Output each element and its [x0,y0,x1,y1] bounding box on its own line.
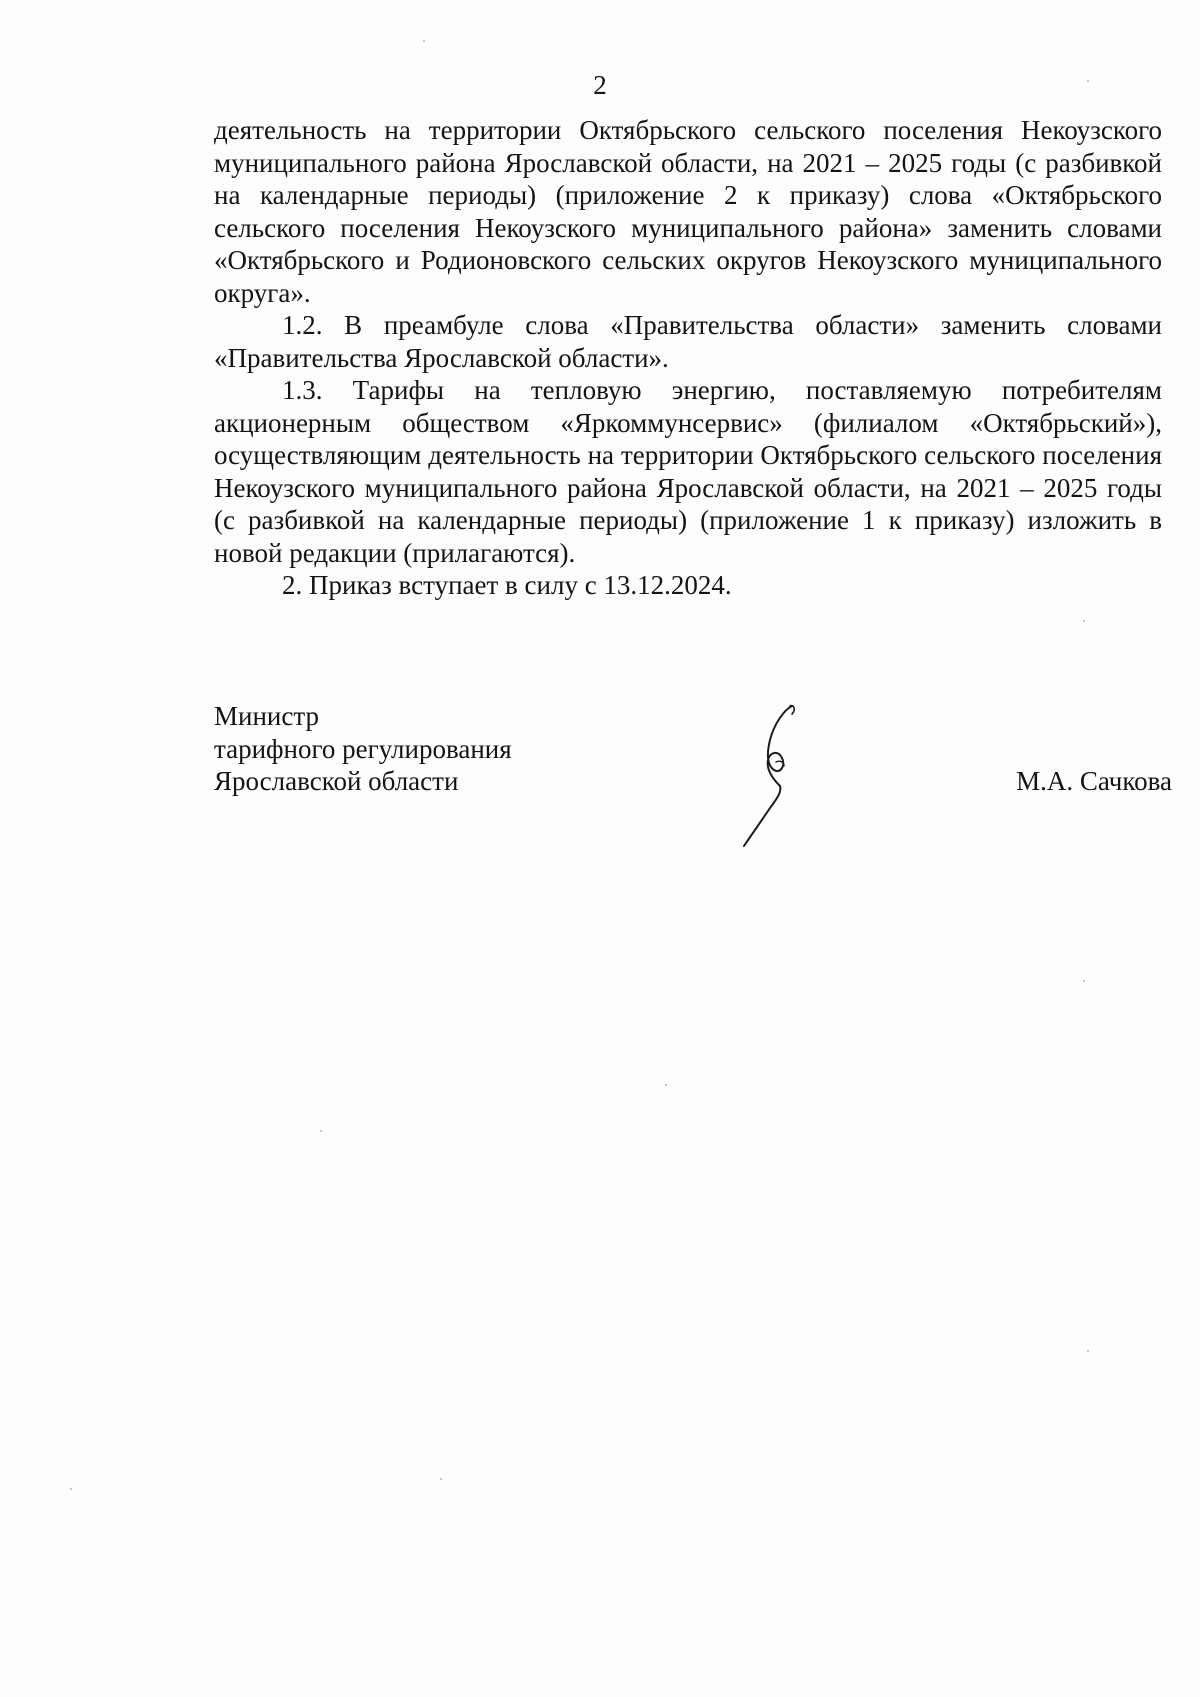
scan-speck [1083,620,1085,622]
paragraph-continuation: деятельность на территории Октябрьского сельского поселения Некоузского муниципального района Ярославской области, на 2021 – 2025 годы (с разбивкой на календарные периоды) (приложение 2 к приказу) слова «Октябрьского сельского поселения Некоузского муниципального района» заменить словами «Октябрьского и Родионовского сельских округов Некоузского муниципального округа». [214,115,1162,308]
document-body [214,114,1162,602]
scan-speck [423,40,425,42]
signer-position-line-2: тарифного регулирования [214,733,512,764]
paragraph-1-2: 1.2. В преамбуле слова «Правительства области» заменить словами «Правительства Ярославской области». [214,310,1162,373]
paragraph-2: 2. Приказ вступает в силу с 13.12.2024. [282,570,732,600]
scan-speck [320,1130,322,1132]
signer-position [214,700,512,798]
scan-speck [440,1478,442,1480]
scan-speck [1083,980,1085,982]
scan-speck [1087,80,1089,82]
signer-position-line-3: Ярославской области [214,766,459,796]
scan-speck [70,1488,72,1490]
page-number: 2 [593,70,607,100]
paragraph-1-3: 1.3. Тарифы на тепловую энергию, поставляемую потребителям акционерным обществом «Яркоммунсервис» (филиалом «Октябрьский»), осуществляющим деятельность на территории Октябрьского сельского поселения Некоузского муниципального района Ярославской области, на 2021 – 2025 годы (с разбивкой на календарные периоды) (приложение 1 к приказу) изложить в новой редакции (прилагаются). [214,375,1162,568]
signer-position-line-1: Министр [214,701,319,731]
scan-speck [665,1084,667,1086]
handwritten-signature [730,700,820,850]
signer-name: М.А. Сачкова [1016,766,1172,796]
scan-speck [1087,1350,1089,1352]
